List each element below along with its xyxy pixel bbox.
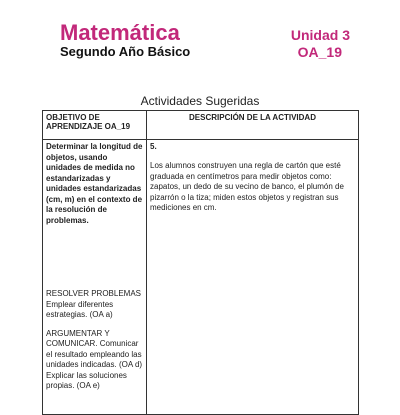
unit-label: Unidad 3: [290, 27, 350, 43]
objective-text: Determinar la longitud de objetos, usando unidades de medida no estandarizadas y unidades estandarizadas (cm, m) en el contexto de la resolución de problemas.: [46, 142, 143, 225]
skills-list: [46, 289, 143, 392]
skill-item: RESOLVER PROBLEMAS Emplear diferentes estrategias. (OA a): [46, 289, 141, 319]
section-title: Actividades Sugeridas: [140, 94, 260, 108]
objective-cell: [43, 140, 147, 415]
description-column-header: DESCRIPCIÓN DE LA ACTIVIDAD: [147, 111, 359, 140]
objective-column-header: OBJETIVO DE APRENDIZAJE OA_19: [43, 111, 147, 140]
activity-number: 5.: [150, 142, 157, 151]
subject-title: Matemática: [60, 20, 180, 45]
table-row: [43, 140, 359, 415]
grade-subtitle: Segundo Año Básico: [60, 44, 191, 59]
description-cell: [147, 140, 359, 415]
activities-table: [42, 110, 359, 415]
oa-label: OA_19: [297, 44, 342, 60]
skill-item: ARGUMENTAR Y COMUNICAR. Comunicar el resultado empleando las unidades indicadas. (OA d) Explicar las soluciones propias. (OA e): [46, 328, 143, 390]
activity-description: Los alumnos construyen una regla de cartón que esté graduada en centímetros para medir objetos como: zapatos, un dedo de su vecino de banco, el plumón de pizarrón o la tiza; miden estos objetos y registran sus mediciones en cm.: [150, 161, 344, 212]
table-header-row: [43, 111, 359, 140]
